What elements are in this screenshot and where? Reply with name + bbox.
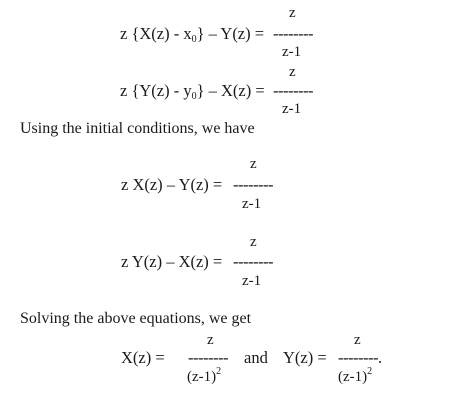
eq2-numerator: z <box>289 64 296 80</box>
eq5-x-denominator: $(z-1)^2$ <box>187 366 222 385</box>
eq2-fraction-bar: -------- <box>273 81 313 100</box>
eq1-numerator: z <box>289 5 296 21</box>
eq5-y-denominator: $(z-1)^2$ <box>338 366 373 385</box>
eq4-numerator: z <box>250 234 257 250</box>
eq5-x-fraction-bar: -------- <box>188 348 228 367</box>
eq5-y-numerator: z <box>354 332 361 348</box>
eq3-fraction-bar: -------- <box>233 175 273 194</box>
eq1-denominator: z-1 <box>282 44 302 60</box>
eq5-x-numerator: z <box>207 332 214 348</box>
eq1-fraction-bar: -------- <box>273 24 313 43</box>
paragraph-solving: Solving the above equations, we get <box>20 310 252 327</box>
eq2-denominator: z-1 <box>282 101 302 117</box>
eq4-lhs: z Y(z) – X(z) = <box>121 252 223 271</box>
eq3-lhs: z X(z) – Y(z) = <box>121 175 223 194</box>
eq5-y-lhs: Y(z) = <box>283 348 327 367</box>
eq1-lhs: z $\{X(z) - x_0\} - Y(z)$ = <box>120 24 265 45</box>
eq2-lhs: z $\{Y(z) - y_0\} - X(z)$ = <box>120 81 265 102</box>
eq5-x-lhs: X(z) = <box>121 348 165 367</box>
eq4-denominator: z-1 <box>242 273 262 289</box>
eq4-fraction-bar: -------- <box>233 252 273 271</box>
eq5-y-fraction-bar: --------. <box>338 348 382 367</box>
eq3-denominator: z-1 <box>242 196 262 212</box>
paragraph-initial-conditions: Using the initial conditions, we have <box>20 120 255 137</box>
eq5-and: and <box>244 348 268 367</box>
eq3-numerator: z <box>250 156 257 172</box>
